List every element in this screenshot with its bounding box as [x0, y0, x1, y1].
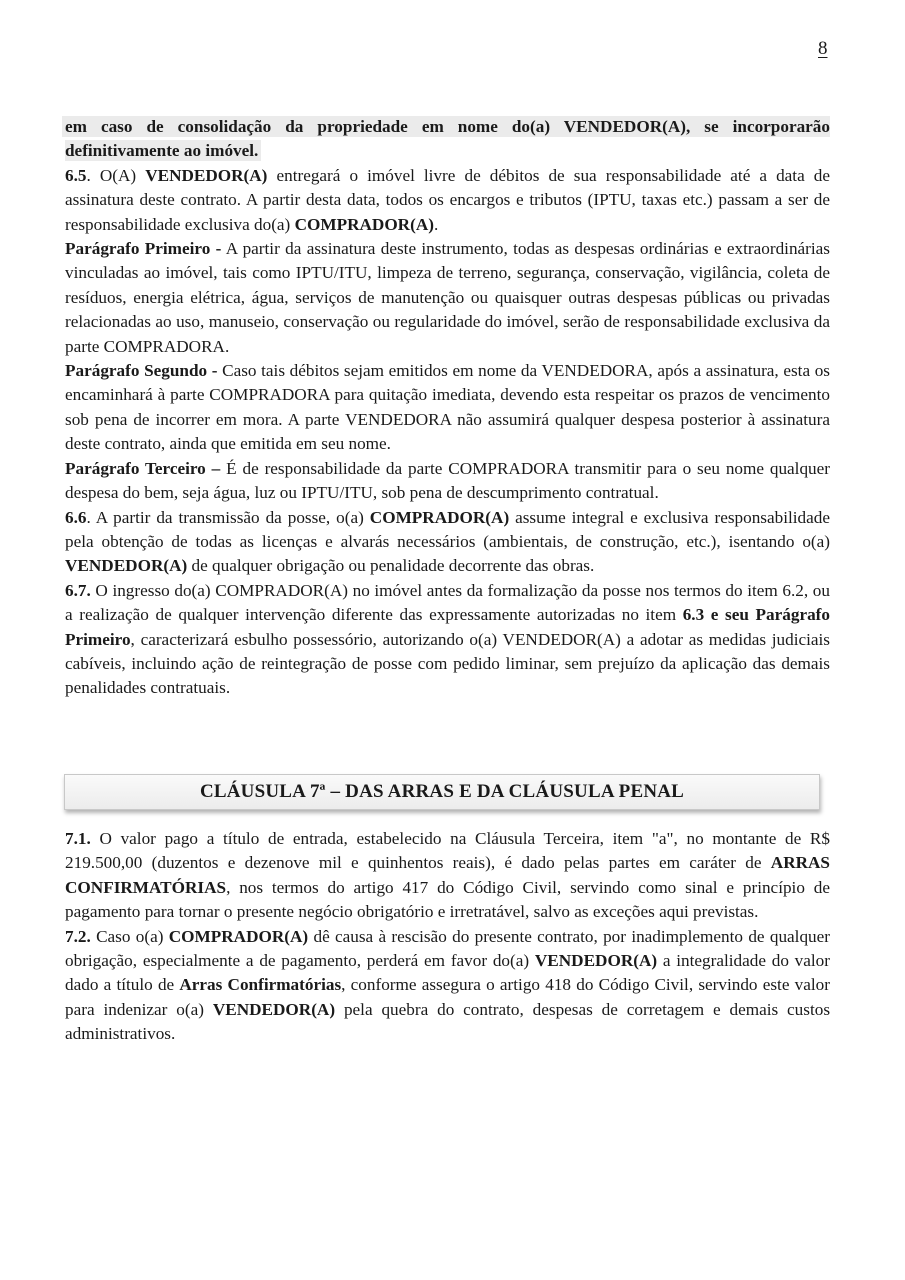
paragrafo-terceiro: Parágrafo Terceiro – É de responsabilidade da parte COMPRADORA transmitir para o seu nome qualquer despesa do bem, seja água, luz ou IPTU/ITU, sob pena de descumprimento contratual.	[65, 458, 830, 503]
lead-paragraph	[65, 115, 830, 164]
item-6-7: 6.7. O ingresso do(a) COMPRADOR(A) no imóvel antes da formalização da posse nos termos do item 6.2, ou a realização de qualquer intervenção diferente das expressamente autorizadas no item 6.3 e seu Parágrafo Primeiro, caracterizará esbulho possessório, autorizando o(a) VENDEDOR(A) a adotar as medidas judiciais cabíveis, incluindo ação de reintegração de posse com pedido liminar, sem prejuízo da aplicação das demais penalidades contratuais.	[65, 580, 830, 698]
party-name: VENDEDOR(A)	[65, 556, 188, 576]
clause-7-body	[65, 827, 830, 1047]
paragraph-label: Parágrafo Terceiro –	[65, 458, 221, 478]
item-number: 7.1.	[65, 829, 91, 848]
item-reference: 6.3 e seu Parágrafo Primeiro	[65, 605, 830, 649]
party-name: COMPRADOR(A)	[369, 507, 510, 527]
paragrafo-primeiro: Parágrafo Primeiro - A partir da assinatura deste instrumento, todas as despesas ordinárias e extraordinárias vinculadas ao imóvel, tais como IPTU/ITU, limpeza de terreno, segurança, conservação, vigilância, coleta de resíduos, energia elétrica, água, serviços de manutenção ou quaisquer outras despesas públicas ou privadas relacionadas ao uso, manuseio, conservação ou regularidade do imóvel, serão de responsabilidade exclusiva da parte COMPRADORA.	[65, 239, 830, 356]
item-7-1: 7.1. O valor pago a título de entrada, estabelecido na Cláusula Terceira, item "a", no montante de R$ 219.500,00 (duzentos e dezenove mil e quinhentos reais), é dado pelas partes em caráter de ARRAS CONFIRMATÓRIAS, nos termos do artigo 417 do Código Civil, servindo como sinal e princípio de pagamento para tornar o presente negócio obrigatório e irretratável, salvo as exceções aqui previstas.	[65, 829, 830, 922]
paragraph-label: Parágrafo Primeiro -	[65, 239, 222, 259]
page-number: 8	[818, 38, 828, 59]
section-6-body	[65, 115, 830, 701]
highlighted-lead-text: em caso de consolidação da propriedade em nome do(a) VENDEDOR(A), se incorporarão definitivamente ao imóvel.	[62, 116, 830, 161]
item-7-2: 7.2. Caso o(a) COMPRADOR(A) dê causa à rescisão do presente contrato, por inadimplemento de qualquer obrigação, especialmente a de pagamento, perderá em favor do(a) VENDEDOR(A) a integralidade do valor dado a título de Arras Confirmatórias, conforme assegura o artigo 418 do Código Civil, servindo este valor para indenizar o(a) VENDEDOR(A) pela quebra do contrato, despesas de corretagem e demais custos administrativos.	[65, 926, 831, 1044]
paragrafo-segundo: Parágrafo Segundo - Caso tais débitos sejam emitidos em nome da VENDEDORA, após a assinatura, esta os encaminhará à parte COMPRADORA para quitação imediata, devendo esta respeitar os prazos de vencimento sob pena de incorrer em mora. A parte VENDEDORA não assumirá qualquer despesa posterior à assinatura deste contrato, ainda que emitida em seu nome.	[65, 361, 830, 454]
party-name: VENDEDOR(A)	[534, 951, 658, 971]
party-name: VENDEDOR(A)	[145, 165, 268, 185]
emphasis-term: ARRAS CONFIRMATÓRIAS	[65, 853, 830, 897]
party-name: VENDEDOR(A)	[212, 999, 336, 1019]
party-name: COMPRADOR(A)	[168, 926, 309, 946]
item-number: 6.6	[65, 507, 87, 527]
paragraph-label: Parágrafo Segundo -	[65, 361, 218, 381]
item-number: 6.5	[65, 165, 87, 185]
party-name: COMPRADOR(A)	[294, 214, 434, 234]
item-6-5: 6.5. O(A) VENDEDOR(A) entregará o imóvel livre de débitos de sua responsabilidade até a data de assinatura deste contrato. A partir desta data, todos os encargos e tributos (IPTU, taxas etc.) passam a ser de responsabilidade exclusiva do(a) COMPRADOR(A).	[65, 165, 830, 234]
item-number: 7.2.	[65, 926, 91, 946]
emphasis-term: Arras Confirmatórias	[179, 975, 342, 995]
item-number: 6.7.	[65, 580, 91, 600]
item-6-6: 6.6. A partir da transmissão da posse, o(a) COMPRADOR(A) assume integral e exclusiva responsabilidade pela obtenção de todas as licenças e alvarás necessários (ambientais, de construção, etc.), isentando o(a) VENDEDOR(A) de qualquer obrigação ou penalidade decorrente das obras.	[65, 507, 830, 576]
clause-7-heading: CLÁUSULA 7ª – DAS ARRAS E DA CLÁUSULA PENAL	[64, 774, 820, 810]
